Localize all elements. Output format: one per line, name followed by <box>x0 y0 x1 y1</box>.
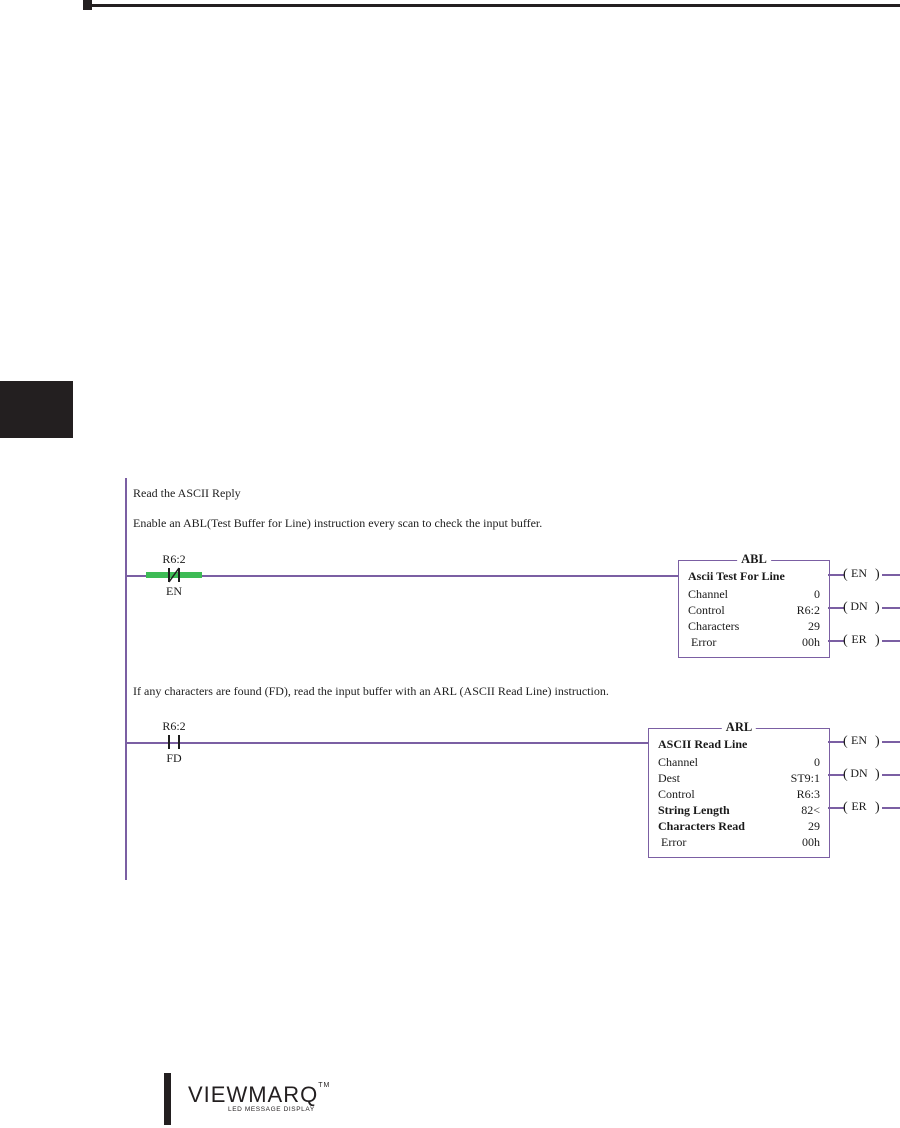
param-label: Channel <box>688 587 728 601</box>
param-label: Error <box>661 835 687 849</box>
coil-lead <box>828 807 844 809</box>
param-row <box>658 787 820 803</box>
param-label: Control <box>688 603 725 617</box>
rung2-wire <box>127 742 650 744</box>
param-row <box>658 803 820 819</box>
param-value: 0 <box>814 755 820 769</box>
param-label: Characters Read <box>658 819 745 833</box>
param-row <box>658 755 820 771</box>
coil-label: ER <box>851 632 867 646</box>
normally-closed-slash-icon <box>166 567 182 583</box>
param-row <box>658 771 820 787</box>
rung1-coil-er[interactable]: ( ER ) <box>828 632 888 650</box>
block-mnemonic: ABL <box>737 552 771 567</box>
param-row <box>658 835 820 851</box>
param-row <box>658 819 820 835</box>
block-mnemonic: ARL <box>722 720 756 735</box>
coil-lead <box>882 807 900 809</box>
param-label: Error <box>691 635 717 649</box>
coil-lead <box>882 741 900 743</box>
rung2-contact-xic[interactable] <box>144 719 204 765</box>
coil-label: DN <box>850 599 868 613</box>
coil-lead <box>882 774 900 776</box>
param-row <box>688 619 820 635</box>
rung1-comment-title: Read the ASCII Reply <box>133 486 241 500</box>
viewmarq-logo <box>188 1082 330 1113</box>
contact-address: R6:2 <box>162 552 186 566</box>
coil-label: ER <box>851 799 867 813</box>
param-label: Control <box>658 787 695 801</box>
coil-lead <box>882 640 900 642</box>
contact-left-bar <box>168 735 170 749</box>
contact-bit: EN <box>166 584 182 598</box>
block-name: Ascii Test For Line <box>688 569 785 583</box>
param-label: String Length <box>658 803 730 817</box>
param-value: 00h <box>802 635 820 649</box>
param-value: R6:3 <box>796 787 820 801</box>
param-value: 00h <box>802 835 820 849</box>
rung2-comment: If any characters are found (FD), read the input buffer with an ARL (ASCII Read Line) instruction. <box>133 684 609 698</box>
param-row <box>688 603 820 619</box>
chapter-tab <box>0 381 73 438</box>
rung1-contact-xio[interactable] <box>144 552 204 598</box>
rung1-wire <box>127 575 680 577</box>
coil-lead <box>828 741 844 743</box>
param-value: ST9:1 <box>790 771 820 785</box>
param-label: Characters <box>688 619 740 633</box>
coil-label: EN <box>851 733 867 747</box>
coil-lead <box>828 607 844 609</box>
left-power-rail <box>125 478 127 880</box>
rung2-coil-er[interactable]: ( ER ) <box>828 799 888 817</box>
param-value: 29 <box>808 819 820 833</box>
coil-label: DN <box>850 766 868 780</box>
coil-lead <box>828 574 844 576</box>
coil-lead <box>828 640 844 642</box>
brand-tagline: LED MESSAGE DISPLAY <box>228 1106 315 1113</box>
rung2-coil-en[interactable]: ( EN ) <box>828 733 888 751</box>
footer-bar <box>164 1073 171 1125</box>
rung1-coil-en[interactable]: ( EN ) <box>828 566 888 584</box>
brand-wordmark: VIEWMARQ™ <box>188 1082 331 1107</box>
arl-instruction-block[interactable] <box>648 720 830 858</box>
coil-label: EN <box>851 566 867 580</box>
contact-bit: FD <box>166 751 182 765</box>
abl-instruction-block[interactable] <box>678 552 830 658</box>
coil-lead <box>882 607 900 609</box>
param-value: 0 <box>814 587 820 601</box>
param-row <box>688 635 820 651</box>
rung1-comment: Enable an ABL(Test Buffer for Line) instruction every scan to check the input buffer. <box>133 516 543 530</box>
contact-right-bar <box>178 735 180 749</box>
rung2-coil-dn[interactable]: ( DN ) <box>828 766 888 784</box>
param-value: 82< <box>801 803 820 817</box>
param-row <box>688 587 820 603</box>
param-value: R6:2 <box>796 603 820 617</box>
param-label: Dest <box>658 771 680 785</box>
coil-lead <box>882 574 900 576</box>
rung1-coil-dn[interactable]: ( DN ) <box>828 599 888 617</box>
block-name: ASCII Read Line <box>658 737 748 751</box>
param-value: 29 <box>808 619 820 633</box>
coil-lead <box>828 774 844 776</box>
header-rule <box>83 4 900 7</box>
param-label: Channel <box>658 755 698 769</box>
contact-address: R6:2 <box>162 719 186 733</box>
